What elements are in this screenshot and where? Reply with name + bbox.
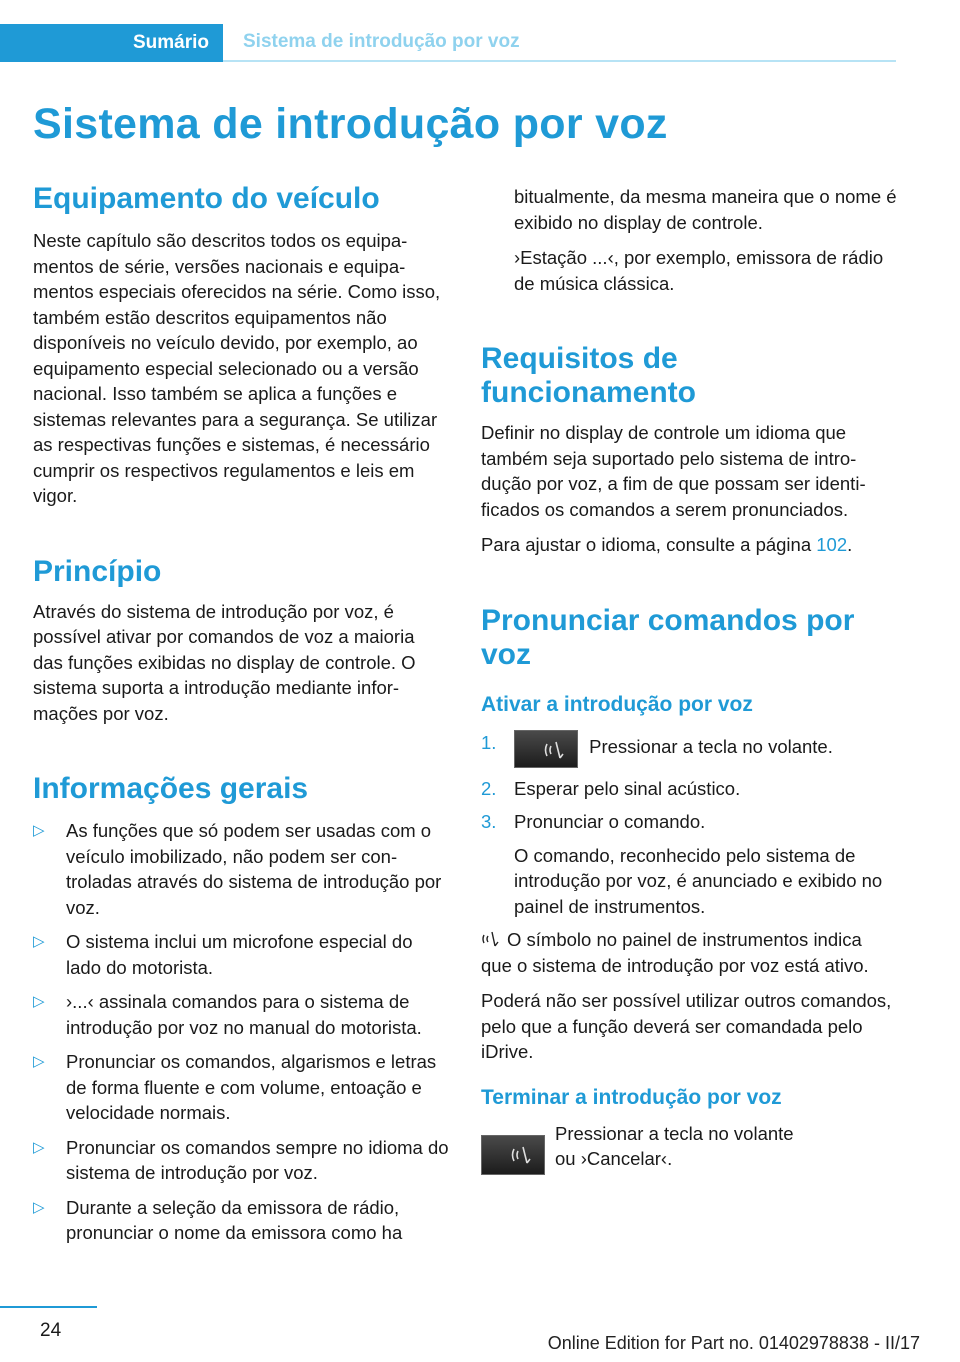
page-title: Sistema de introdução por voz [33,100,668,148]
step-text: Pressionar a tecla no volante. [589,736,833,758]
heading-terminar: Terminar a introdução por voz [481,1085,782,1109]
bullet-text: As funções que só podem ser usadas com o veículo imobilizado, não podem ser controladas através do sistema de introdução por voz. [66,820,442,918]
continuation-example: ›Estação ...‹, por exemplo, emissora de rádio de música clássica. [514,247,884,294]
page-number: 24 [40,1320,62,1341]
voice-command-icon [510,1145,534,1165]
bullet-text: Durante a seleção da emissora de rádio, pronunciar o nome da emissora como ha [66,1196,403,1243]
bullet-list [33,818,449,1246]
voice-button-image [481,1135,545,1175]
bullet-arrow-icon: ▷ [33,1053,45,1070]
current-section-label: Sistema de introdução por voz [243,31,520,52]
voice-symbol-icon [481,930,501,948]
step3-detail: O comando, reconhecido pelo sistema de introdução por voz, é anunciado e exibido no painel de instrumentos. [514,844,883,917]
principio-text: Através do sistema de introdução por voz, é possível ativar por comandos de voz a maioria das funções exibidas no display de controle. O sistema suporta a introdução mediante informações por voz. [33,600,416,724]
step-text: Pronunciar o comando. [514,811,706,832]
list-item [33,1049,449,1126]
heading-principio: Princípio [33,554,162,588]
bullet-arrow-icon: ▷ [33,1138,45,1156]
page-link[interactable]: 102 [816,534,848,555]
heading-pronunciar: Pronunciar comandos por voz [481,603,855,671]
list-item [33,818,449,920]
bullet-text: ›...‹ assinala comandos para o sistema de introdução por voz no manual do motorista. [66,991,422,1038]
step-item [481,776,897,802]
page-ref-suffix: . [847,534,853,555]
footer-divider [0,1306,97,1308]
right-column [481,184,897,1175]
step-number: 3. [481,811,497,832]
edition-label: Online Edition for Part no. 01402978838 - II/17 [547,1333,920,1353]
symbol-text: O símbolo no painel de instrumentos indica que o sistema de introdução por voz está ativo. [481,929,869,976]
step-item [481,809,897,835]
continuation-text: bitualmente, da mesma maneira que o nome é exibido no display de controle. [514,186,897,233]
list-item [33,1195,449,1246]
heading-ativar: Ativar a introdução por voz [481,692,753,716]
bullet-arrow-icon: ▷ [33,822,45,839]
bullet-text: Pronunciar os comandos sempre no idioma do sistema de introdução por voz. [66,1136,449,1183]
list-item [33,1135,449,1186]
requisitos-text: Definir no display de controle um idioma que também seja suportado pelo sistema de introdução por voz, a fim de que possam ser identificados os comandos a serem pronunciados. [481,422,866,520]
requisitos-page-ref [481,532,897,558]
bullet-arrow-icon: ▷ [33,993,45,1010]
bullet-arrow-icon: ▷ [33,1198,45,1216]
heading-equipamento: Equipamento do veículo [33,182,380,215]
bullet-text: O sistema inclui um microfone especial do lado do motorista. [66,931,413,978]
header-divider [223,60,896,62]
summary-tab[interactable]: Sumário [0,24,223,62]
heading-requisitos: Requisitos de funcionamento [481,342,696,409]
page-ref-text: Para ajustar o idioma, consulte a página [481,534,817,555]
page-header [0,24,896,62]
bullet-text: Pronunciar os comandos, algarismos e letras de forma fluente e com volume, entoação e velocidade normais. [66,1051,437,1123]
step-number: 1. [481,731,497,753]
voice-command-icon [543,740,567,760]
terminar-text-1: Pressionar a tecla no volante [555,1122,794,1144]
terminar-text-2: ou ›Cancelar‹. [555,1148,673,1169]
heading-informacoes: Informações gerais [33,772,309,805]
idrive-note: Poderá não ser possível utilizar outros comandos, pelo que a função deverá ser comandada pelo iDrive. [481,990,892,1062]
step-item [481,730,897,768]
terminar-row [481,1121,897,1175]
bullet-arrow-icon: ▷ [33,933,45,950]
voice-button-image [514,730,578,768]
list-item [33,989,449,1040]
list-item [33,929,449,980]
symbol-note [481,927,897,978]
equipamento-text: Neste capítulo são descritos todos os equipamentos de série, versões nacionais e equipamentos especiais oferecidos na série. Como isso, também estão descritos equipamentos não disponíveis no veículo devido, por exemplo, ao equipamento especial selecionado ou a versão nacional. Isso também se aplica a funções e sistemas relevantes para a segurança. Se utilizar as respectivas funções e sistemas, é necessário cumprir os respectivos regulamentos e leis em vigor. [33,230,441,506]
step-number: 2. [481,777,497,799]
step-text: Esperar pelo sinal acústico. [514,777,741,799]
left-column [33,182,449,1246]
